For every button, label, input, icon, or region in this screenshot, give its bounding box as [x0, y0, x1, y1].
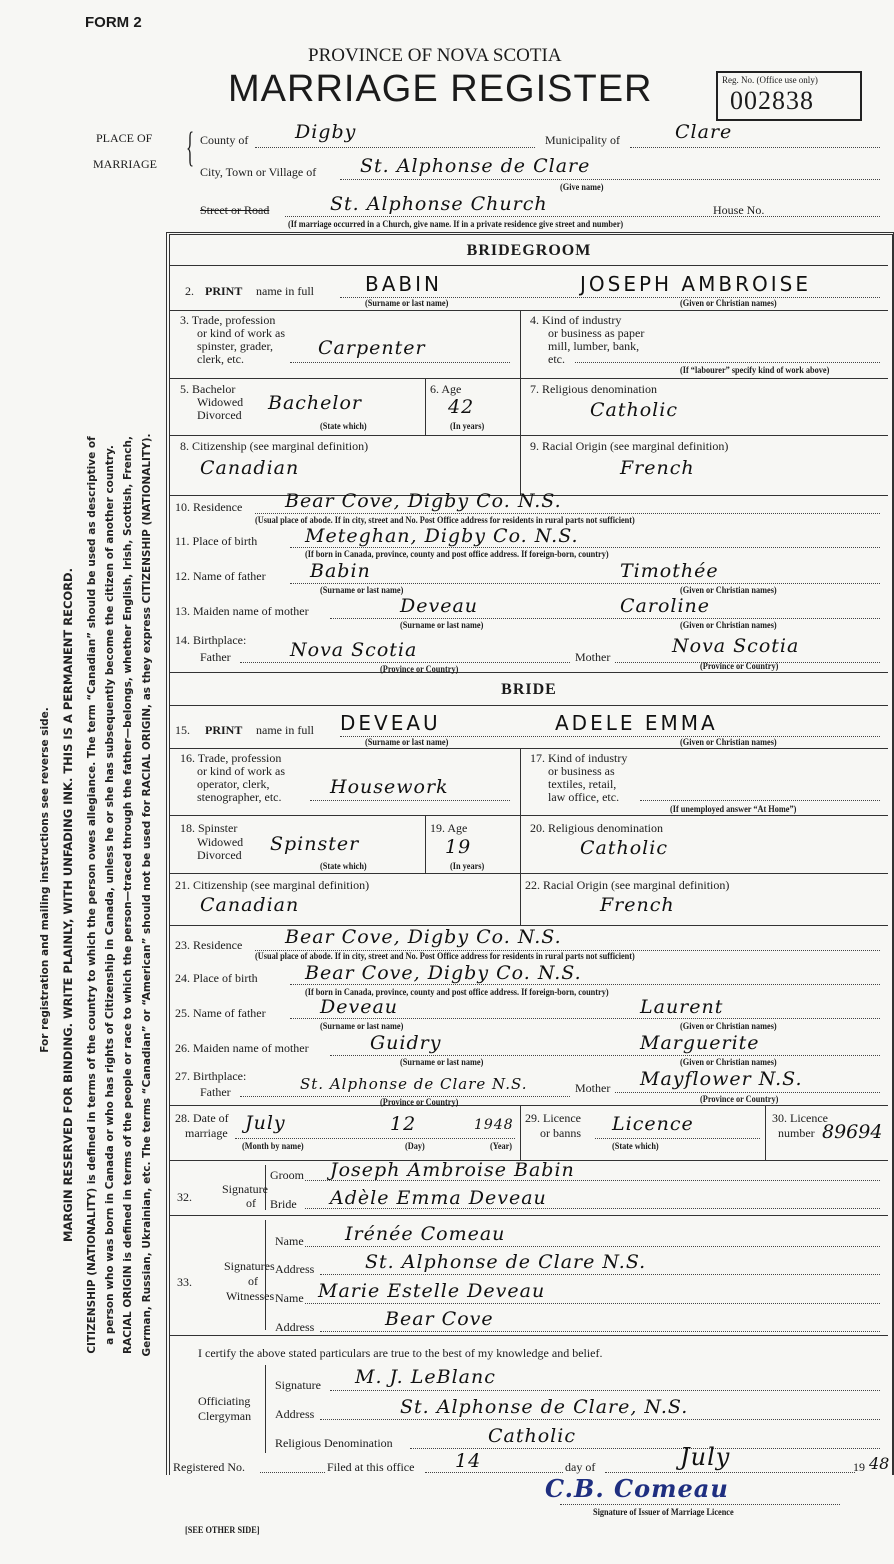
- registered-number-label: Registered No.: [173, 1460, 245, 1474]
- groom-residence-label: 10. Residence: [175, 500, 243, 514]
- groom-father-surname: Babin: [310, 560, 371, 582]
- groom-name-label-print: PRINT: [205, 284, 243, 298]
- marriage-date-line: [235, 1138, 515, 1139]
- signature-bracket: [265, 1220, 266, 1330]
- licence-or-banns: Licence: [612, 1113, 694, 1135]
- groom-residence: Bear Cove, Digby Co. N.S.: [285, 490, 562, 512]
- groom-surname: BABIN: [365, 272, 442, 296]
- groom-age-label: 6. Age: [430, 382, 462, 396]
- marriage-year: 1948: [474, 1117, 514, 1133]
- bride-industry-label: or business as: [548, 764, 615, 778]
- state-which-sub: (State which): [612, 1141, 659, 1151]
- licence-number-label: 30. Licence: [772, 1111, 828, 1125]
- given-sub: (Given or Christian names): [680, 585, 777, 595]
- filed-year-prefix: 19: [853, 1460, 865, 1474]
- place-label-1: PLACE OF: [96, 131, 153, 145]
- groom-father-label: 12. Name of father: [175, 569, 266, 583]
- bride-name-label-num: 15.: [175, 723, 190, 737]
- clergy-address: St. Alphonse de Clare, N.S.: [400, 1396, 689, 1418]
- groom-citizenship: Canadian: [200, 457, 300, 479]
- divider: [170, 435, 888, 436]
- marriage-month: July: [245, 1112, 286, 1134]
- bride-status-label: Widowed: [197, 835, 244, 849]
- bride-trade-line: [310, 800, 510, 801]
- county-label: County of: [200, 133, 249, 147]
- bride-signature: Adèle Emma Deveau: [330, 1187, 547, 1209]
- groom-signature-label: Groom: [270, 1168, 304, 1182]
- province-country-sub: (Province or Country): [700, 661, 779, 671]
- clergy-label: Clergyman: [198, 1409, 252, 1423]
- province-country-sub: (Province or Country): [380, 664, 459, 674]
- bride-birthplace: Bear Cove, Digby Co. N.S.: [305, 962, 582, 984]
- bride-status-label: 18. Spinster: [180, 821, 238, 835]
- given-sub: (Given or Christian names): [680, 737, 777, 747]
- birth-sub: (If born in Canada, province, county and post office address. If foreign-born, country): [305, 549, 609, 559]
- witness-1-address-label: Address: [275, 1262, 315, 1276]
- margin-binding-note: MARGIN RESERVED FOR BINDING. WRITE PLAINLY, WITH UNFADING INK. THIS IS A PERMANENT RECORD.: [61, 568, 75, 1242]
- groom-given-names: JOSEPH AMBROISE: [580, 272, 811, 296]
- bride-status-label: Divorced: [197, 848, 242, 862]
- residence-sub: (Usual place of abode. If in city, street and No. Post Office address for residents in rural parts not sufficient): [255, 951, 635, 961]
- bride-residence: Bear Cove, Digby Co. N.S.: [285, 926, 562, 948]
- signature-bracket: [265, 1365, 266, 1453]
- state-which-sub: (State which): [320, 861, 367, 871]
- witnesses-label-num: 33.: [177, 1275, 192, 1289]
- filed-day: 14: [455, 1450, 482, 1472]
- groom-industry-line: [575, 362, 880, 363]
- bride-age: 19: [445, 836, 472, 858]
- licence-banns-label: or banns: [540, 1126, 581, 1140]
- province-country-sub: (Province or Country): [380, 1097, 459, 1107]
- bride-trade-label: stenographer, etc.: [197, 790, 282, 804]
- bride-citizenship: Canadian: [200, 894, 300, 916]
- column-divider: [520, 748, 521, 925]
- bride-name-label-print: PRINT: [205, 723, 243, 737]
- margin-citizenship-def-1: CITIZENSHIP (NATIONALITY) is defined in terms of the country to which the person owes allegiance. The term “Canadian” should be used as descriptive of: [86, 436, 98, 1354]
- groom-trade-label: or kind of work as: [197, 326, 285, 340]
- municipality-value: Clare: [675, 121, 733, 143]
- divider: [170, 310, 888, 311]
- witnesses-label: Witnesses: [226, 1289, 275, 1303]
- witness-2-address-line: [320, 1331, 880, 1332]
- place-label-2: MARRIAGE: [93, 157, 158, 171]
- witness-1-name-line: [305, 1246, 880, 1247]
- bride-father-label: 25. Name of father: [175, 1006, 266, 1020]
- city-label: City, Town or Village of: [200, 165, 317, 179]
- witness-1-address-line: [320, 1274, 880, 1275]
- father-label: Father: [200, 1085, 231, 1099]
- section-bride: BRIDE: [501, 681, 557, 698]
- bride-racial-origin: French: [600, 894, 675, 916]
- divider: [170, 815, 888, 816]
- clergy-signature: M. J. LeBlanc: [355, 1366, 496, 1388]
- street-label: Street or Road: [200, 203, 270, 217]
- street-value: St. Alphonse Church: [330, 193, 548, 215]
- licence-number: 89694: [822, 1121, 883, 1143]
- bride-mother-line: [330, 1055, 880, 1056]
- bride-status: Spinster: [270, 833, 360, 855]
- groom-status: Bachelor: [268, 392, 363, 414]
- in-years-sub: (In years): [450, 421, 485, 431]
- bride-residence-label: 23. Residence: [175, 938, 243, 952]
- column-divider: [425, 815, 426, 873]
- divider: [170, 378, 888, 379]
- bride-racial-label: 22. Racial Origin (see marginal definition): [525, 878, 730, 892]
- city-line: [340, 179, 880, 180]
- bride-signature-label: Bride: [270, 1197, 297, 1211]
- groom-mother-label: 13. Maiden name of mother: [175, 604, 309, 618]
- column-divider: [520, 1105, 521, 1160]
- bride-trade: Housework: [330, 776, 449, 798]
- signature-label: of: [246, 1196, 256, 1210]
- bride-mother-label: 26. Maiden name of mother: [175, 1041, 309, 1055]
- bride-mother-given: Marguerite: [640, 1032, 760, 1054]
- page-title: MARRIAGE REGISTER: [228, 68, 653, 110]
- given-sub: (Given or Christian names): [680, 1057, 777, 1067]
- groom-industry-label: 4. Kind of industry: [530, 313, 622, 327]
- given-sub: (Given or Christian names): [680, 298, 777, 308]
- margin-racial-def-2: German, Russian, Ukrainian, etc. The terms “Canadian” or “American” should not be used for RACIAL ORIGIN, as they express CITIZENSHIP (NATIONALITY).: [141, 433, 153, 1357]
- witness-2-name-label: Name: [275, 1291, 304, 1305]
- bride-industry-label: law office, etc.: [548, 790, 620, 804]
- bride-mother-birthplace: Mayflower N.S.: [640, 1068, 803, 1090]
- groom-racial-origin: French: [620, 457, 695, 479]
- witness-1-address: St. Alphonse de Clare N.S.: [365, 1251, 647, 1273]
- bride-father-birthplace: St. Alphonse de Clare N.S.: [300, 1075, 528, 1093]
- surname-sub: (Surname or last name): [365, 737, 449, 747]
- bride-name-label: name in full: [256, 723, 314, 737]
- bride-industry-sub: (If unemployed answer “At Home”): [670, 804, 797, 814]
- groom-industry-sub: (If “labourer” specify kind of work above): [680, 365, 830, 375]
- witness-1-name: Irénée Comeau: [345, 1223, 506, 1245]
- clergy-denomination-line: [410, 1448, 880, 1449]
- column-divider: [765, 1105, 766, 1160]
- filed-year: 48: [869, 1454, 890, 1473]
- surname-sub: (Surname or last name): [400, 620, 484, 630]
- divider: [170, 873, 888, 874]
- groom-industry-label: or business as paper: [548, 326, 645, 340]
- clergy-signature-label: Signature: [275, 1378, 321, 1392]
- witness-2-name-line: [305, 1303, 880, 1304]
- county-value: Digby: [295, 121, 357, 143]
- city-sub: (Give name): [560, 182, 604, 192]
- divider: [170, 1215, 888, 1216]
- witness-1-name-label: Name: [275, 1234, 304, 1248]
- clergy-address-label: Address: [275, 1407, 315, 1421]
- state-which-sub: (State which): [320, 421, 367, 431]
- margin-citizenship-def-2: a person who was born in Canada or who has rights of Citizenship in Canada, unless he or she has subsequently become the citizen of another country.: [104, 445, 116, 1345]
- municipality-label: Municipality of: [545, 133, 620, 147]
- filed-month: July: [680, 1443, 731, 1471]
- month-sub: (Month by name): [242, 1141, 304, 1151]
- surname-sub: (Surname or last name): [320, 585, 404, 595]
- witness-2-address-label: Address: [275, 1320, 315, 1334]
- mother-label: Mother: [575, 650, 611, 664]
- city-value: St. Alphonse de Clare: [360, 155, 591, 177]
- divider: [170, 265, 888, 266]
- groom-trade-label: clerk, etc.: [197, 352, 244, 366]
- column-divider: [425, 378, 426, 435]
- bride-industry-line: [640, 800, 880, 801]
- bride-parents-birthplace-label: 27. Birthplace:: [175, 1069, 247, 1083]
- father-birthplace-line: [240, 662, 570, 663]
- groom-residence-line: [255, 513, 880, 514]
- year-sub: (Year): [490, 1141, 513, 1151]
- marriage-day: 12: [390, 1113, 417, 1135]
- street-line: [285, 216, 880, 217]
- groom-religion-label: 7. Religious denomination: [530, 382, 657, 396]
- witnesses-label: of: [248, 1274, 258, 1288]
- groom-father-birthplace: Nova Scotia: [290, 639, 418, 661]
- bride-surname: DEVEAU: [340, 711, 441, 735]
- groom-status-label: 5. Bachelor: [180, 382, 236, 396]
- bride-given-names: ADELE EMMA: [555, 711, 718, 735]
- surname-sub: (Surname or last name): [365, 298, 449, 308]
- given-sub: (Given or Christian names): [680, 620, 777, 630]
- clergy-address-line: [320, 1419, 880, 1420]
- bride-trade-label: 16. Trade, profession: [180, 751, 282, 765]
- groom-trade: Carpenter: [318, 337, 426, 359]
- issuer-signature-line: [560, 1504, 840, 1505]
- see-other-side-note: [SEE OTHER SIDE]: [185, 1525, 260, 1535]
- groom-trade-label: spinster, grader,: [197, 339, 274, 353]
- mother-birthplace-line: [615, 1092, 880, 1093]
- filed-day-line: [425, 1472, 563, 1473]
- groom-birthplace: Meteghan, Digby Co. N.S.: [305, 525, 579, 547]
- father-label: Father: [200, 650, 231, 664]
- groom-religion: Catholic: [590, 399, 678, 421]
- bride-religion: Catholic: [580, 837, 668, 859]
- groom-industry-label: etc.: [548, 352, 565, 366]
- bride-father-surname: Deveau: [320, 996, 399, 1018]
- witnesses-label: Signatures: [224, 1259, 275, 1273]
- groom-father-line: [290, 583, 880, 584]
- province-heading: PROVINCE OF NOVA SCOTIA: [308, 45, 562, 66]
- groom-status-label: Widowed: [197, 395, 244, 409]
- groom-birthplace-label: 11. Place of birth: [175, 534, 258, 548]
- bride-mother-surname: Guidry: [370, 1032, 442, 1054]
- marriage-date-label: marriage: [185, 1126, 228, 1140]
- bride-trade-label: or kind of work as: [197, 764, 285, 778]
- groom-mother-birthplace: Nova Scotia: [672, 635, 800, 657]
- groom-father-given: Timothée: [620, 560, 719, 582]
- house-number-label: House No.: [713, 203, 765, 217]
- groom-name-label: name in full: [256, 284, 314, 298]
- groom-trade-label: 3. Trade, profession: [180, 313, 276, 327]
- given-sub: (Given or Christian names): [680, 1021, 777, 1031]
- issuer-signature-label: Signature of Issuer of Marriage Licence: [593, 1507, 734, 1517]
- licence-number-label: number: [778, 1126, 815, 1140]
- bride-religion-label: 20. Religious denomination: [530, 821, 663, 835]
- groom-mother-line: [330, 618, 880, 619]
- surname-sub: (Surname or last name): [400, 1057, 484, 1067]
- groom-age: 42: [448, 396, 475, 418]
- groom-name-label-num: 2.: [185, 284, 194, 298]
- groom-parents-birthplace-label: 14. Birthplace:: [175, 633, 247, 647]
- registered-number-line: [260, 1472, 325, 1473]
- groom-signature: Joseph Ambroise Babin: [330, 1159, 575, 1181]
- bride-industry-label: textiles, retail,: [548, 777, 617, 791]
- licence-banns-line: [595, 1138, 760, 1139]
- bride-trade-label: operator, clerk,: [197, 777, 270, 791]
- divider: [170, 672, 888, 673]
- residence-sub: (Usual place of abode. If in city, street and No. Post Office address for residents in rural parts not sufficient): [255, 515, 635, 525]
- groom-mother-surname: Deveau: [400, 595, 479, 617]
- margin-racial-def-1: RACIAL ORIGIN is defined in terms of the people or race to which the person—traced through the father—belongs, whether English, Irish, Scottish, French,: [122, 436, 134, 1354]
- divider: [170, 748, 888, 749]
- licence-banns-label: 29. Licence: [525, 1111, 581, 1125]
- form-number: FORM 2: [85, 14, 142, 31]
- groom-industry-label: mill, lumber, bank,: [548, 339, 640, 353]
- divider: [170, 1335, 888, 1336]
- street-sub: (If marriage occurred in a Church, give name. If in a private residence give street and number): [288, 219, 624, 229]
- column-divider: [520, 310, 521, 495]
- margin-instruction: For registration and mailing instructions see reverse side.: [39, 707, 51, 1053]
- section-bridegroom: BRIDEGROOM: [466, 242, 592, 259]
- filed-label: Filed at this office: [327, 1460, 415, 1474]
- registration-label: Reg. No. (Office use only): [722, 75, 818, 85]
- issuer-signature: C.B. Comeau: [545, 1474, 729, 1503]
- surname-sub: (Surname or last name): [320, 1021, 404, 1031]
- registration-number-box: [716, 71, 862, 121]
- bride-industry-label: 17. Kind of industry: [530, 751, 628, 765]
- in-years-sub: (In years): [450, 861, 485, 871]
- groom-mother-given: Caroline: [620, 595, 711, 617]
- birth-sub: (If born in Canada, province, county and post office address. If foreign-born, country): [305, 987, 609, 997]
- clergy-denomination: Catholic: [488, 1425, 576, 1447]
- groom-trade-line: [290, 362, 510, 363]
- bride-birthplace-label: 24. Place of birth: [175, 971, 258, 985]
- divider: [170, 705, 888, 706]
- clergy-label: Officiating: [198, 1394, 251, 1408]
- county-line: [255, 147, 535, 148]
- filed-month-line: [605, 1472, 855, 1473]
- signature-label-num: 32.: [177, 1190, 192, 1204]
- clergy-denomination-label: Religious Denomination: [275, 1436, 393, 1450]
- witness-2-name: Marie Estelle Deveau: [318, 1280, 546, 1302]
- province-country-sub: (Province or Country): [700, 1094, 779, 1104]
- signature-label: Signature: [222, 1182, 268, 1196]
- groom-citizenship-label: 8. Citizenship (see marginal definition): [180, 439, 369, 453]
- day-sub: (Day): [405, 1141, 425, 1151]
- bride-father-given: Laurent: [640, 996, 724, 1018]
- day-of-label: day of: [565, 1460, 596, 1474]
- divider: [170, 1105, 888, 1106]
- bride-age-label: 19. Age: [430, 821, 468, 835]
- witness-2-address: Bear Cove: [385, 1308, 494, 1330]
- groom-status-label: Divorced: [197, 408, 242, 422]
- registration-number: 002838: [730, 86, 814, 115]
- bride-citizenship-label: 21. Citizenship (see marginal definition): [175, 878, 370, 892]
- certification-statement: I certify the above stated particulars are true to the best of my knowledge and belief.: [198, 1346, 603, 1360]
- mother-label: Mother: [575, 1081, 611, 1095]
- clergy-signature-line: [330, 1390, 880, 1391]
- brace-icon: {: [186, 125, 195, 171]
- groom-racial-label: 9. Racial Origin (see marginal definition): [530, 439, 729, 453]
- marriage-date-label: 28. Date of: [175, 1111, 229, 1125]
- municipality-line: [630, 147, 880, 148]
